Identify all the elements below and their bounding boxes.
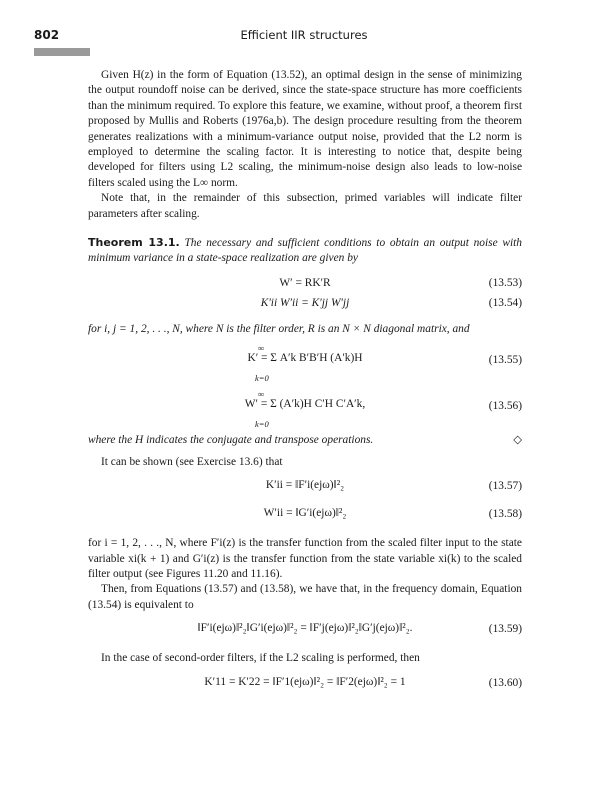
equation-13-55 (88, 341, 522, 383)
page-header (0, 28, 608, 42)
sum-upper-limit: ∞ (258, 389, 265, 400)
page-body (88, 68, 522, 699)
end-of-theorem-icon: ◇ (513, 434, 522, 447)
equation-13-54 (88, 296, 522, 313)
theorem-closing: where the H indicates the conjugate and transpose operations. (88, 434, 374, 447)
equation-13-56 (88, 387, 522, 429)
running-head: Efficient IIR structures (240, 28, 368, 42)
equation-13-60 (88, 671, 522, 695)
paragraph-exercise: It can be shown (see Exercise 13.6) that (101, 455, 283, 468)
equation-13-53 (88, 276, 522, 293)
equation-expression: W′ = Σ (A′k)H C′H C′A′k, (244, 398, 366, 411)
equation-13-59 (88, 617, 522, 641)
equation-expression: K′ = Σ A′k B′B′H (A′k)H (247, 352, 363, 365)
equation-number: (13.53) (488, 276, 522, 289)
equation-number: (13.60) (488, 676, 522, 689)
theorem-statement: The necessary and sufficient conditions to obtain an output noise with minimum variance in a state-space realization are given by (88, 237, 522, 265)
paragraph-transfer-functions: for i = 1, 2, . . ., N, where F′i(z) is the transfer function from the scaled filter input to the state variable xi(k + 1) and G′i(z) is the transfer function from the state variable xi(k) to the scaled filter output (see Figures 11.20 and 11.16). (88, 537, 522, 580)
page-number: 802 (34, 28, 60, 42)
equation-number: (13.58) (488, 508, 522, 521)
theorem-title: Theorem 13.1. (88, 236, 180, 250)
header-bar (34, 48, 90, 56)
equation-expression: K′ii = ‖F′i(ejω)‖²₂ (265, 479, 345, 492)
sum-lower-limit: k=0 (255, 373, 269, 384)
equation-number: (13.59) (488, 623, 522, 636)
paragraph-intro: Given H(z) in the form of Equation (13.52), an optimal design in the sense of minimizing the output roundoff noise can be derived, since the state-space structure has more coefficients than the minimum required. To explore this feature, we examine, without proof, a theorem first proposed by Mullis and Roberts (1976a,b). The design procedure resulting from the theorem generates realizations with a minimum-variance output noise, provided that the L2 norm is employed to determine the scaling factor. It is interesting to notice that, despite being developed for filters using L2 scaling, the minimum-noise design also leads to low-noise filters scaled using the L∞ norm. (88, 69, 522, 189)
theorem-condition-text: for i, j = 1, 2, . . ., N, where N is the filter order, R is an N × N diagonal matrix, and (88, 322, 470, 335)
equation-expression: ‖F′i(ejω)‖²₂‖G′i(ejω)‖²₂ = ‖F′j(ejω)‖²₂‖G′j(ejω)‖²₂. (197, 622, 413, 635)
equation-number: (13.56) (488, 400, 522, 413)
sum-upper-limit: ∞ (258, 343, 265, 354)
equation-13-57 (88, 474, 522, 498)
theorem-block (88, 235, 522, 267)
equation-expression: K′11 = K′22 = ‖F′1(ejω)‖²₂ = ‖F′2(ejω)‖²₂ = 1 (204, 675, 406, 688)
sum-lower-limit: k=0 (255, 419, 269, 430)
equation-expression: W′ = RK′R (279, 276, 331, 289)
equation-13-58 (88, 502, 522, 526)
equation-number: (13.57) (488, 480, 522, 493)
equation-expression: W′ii = ‖G′i(ejω)‖²₂ (263, 507, 347, 520)
paragraph-second-order: In the case of second-order filters, if the L2 scaling is performed, then (101, 652, 420, 665)
paragraph-frequency-domain: Then, from Equations (13.57) and (13.58), we have that, in the frequency domain, Equation (13.54) is equivalent to (88, 583, 522, 611)
equation-number: (13.55) (488, 354, 522, 367)
paragraph-primed-note: Note that, in the remainder of this subsection, primed variables will indicate filter parameters after scaling. (88, 192, 522, 220)
equation-number: (13.54) (488, 296, 522, 309)
equation-expression: K′ii W′ii = K′jj W′jj (260, 296, 350, 309)
